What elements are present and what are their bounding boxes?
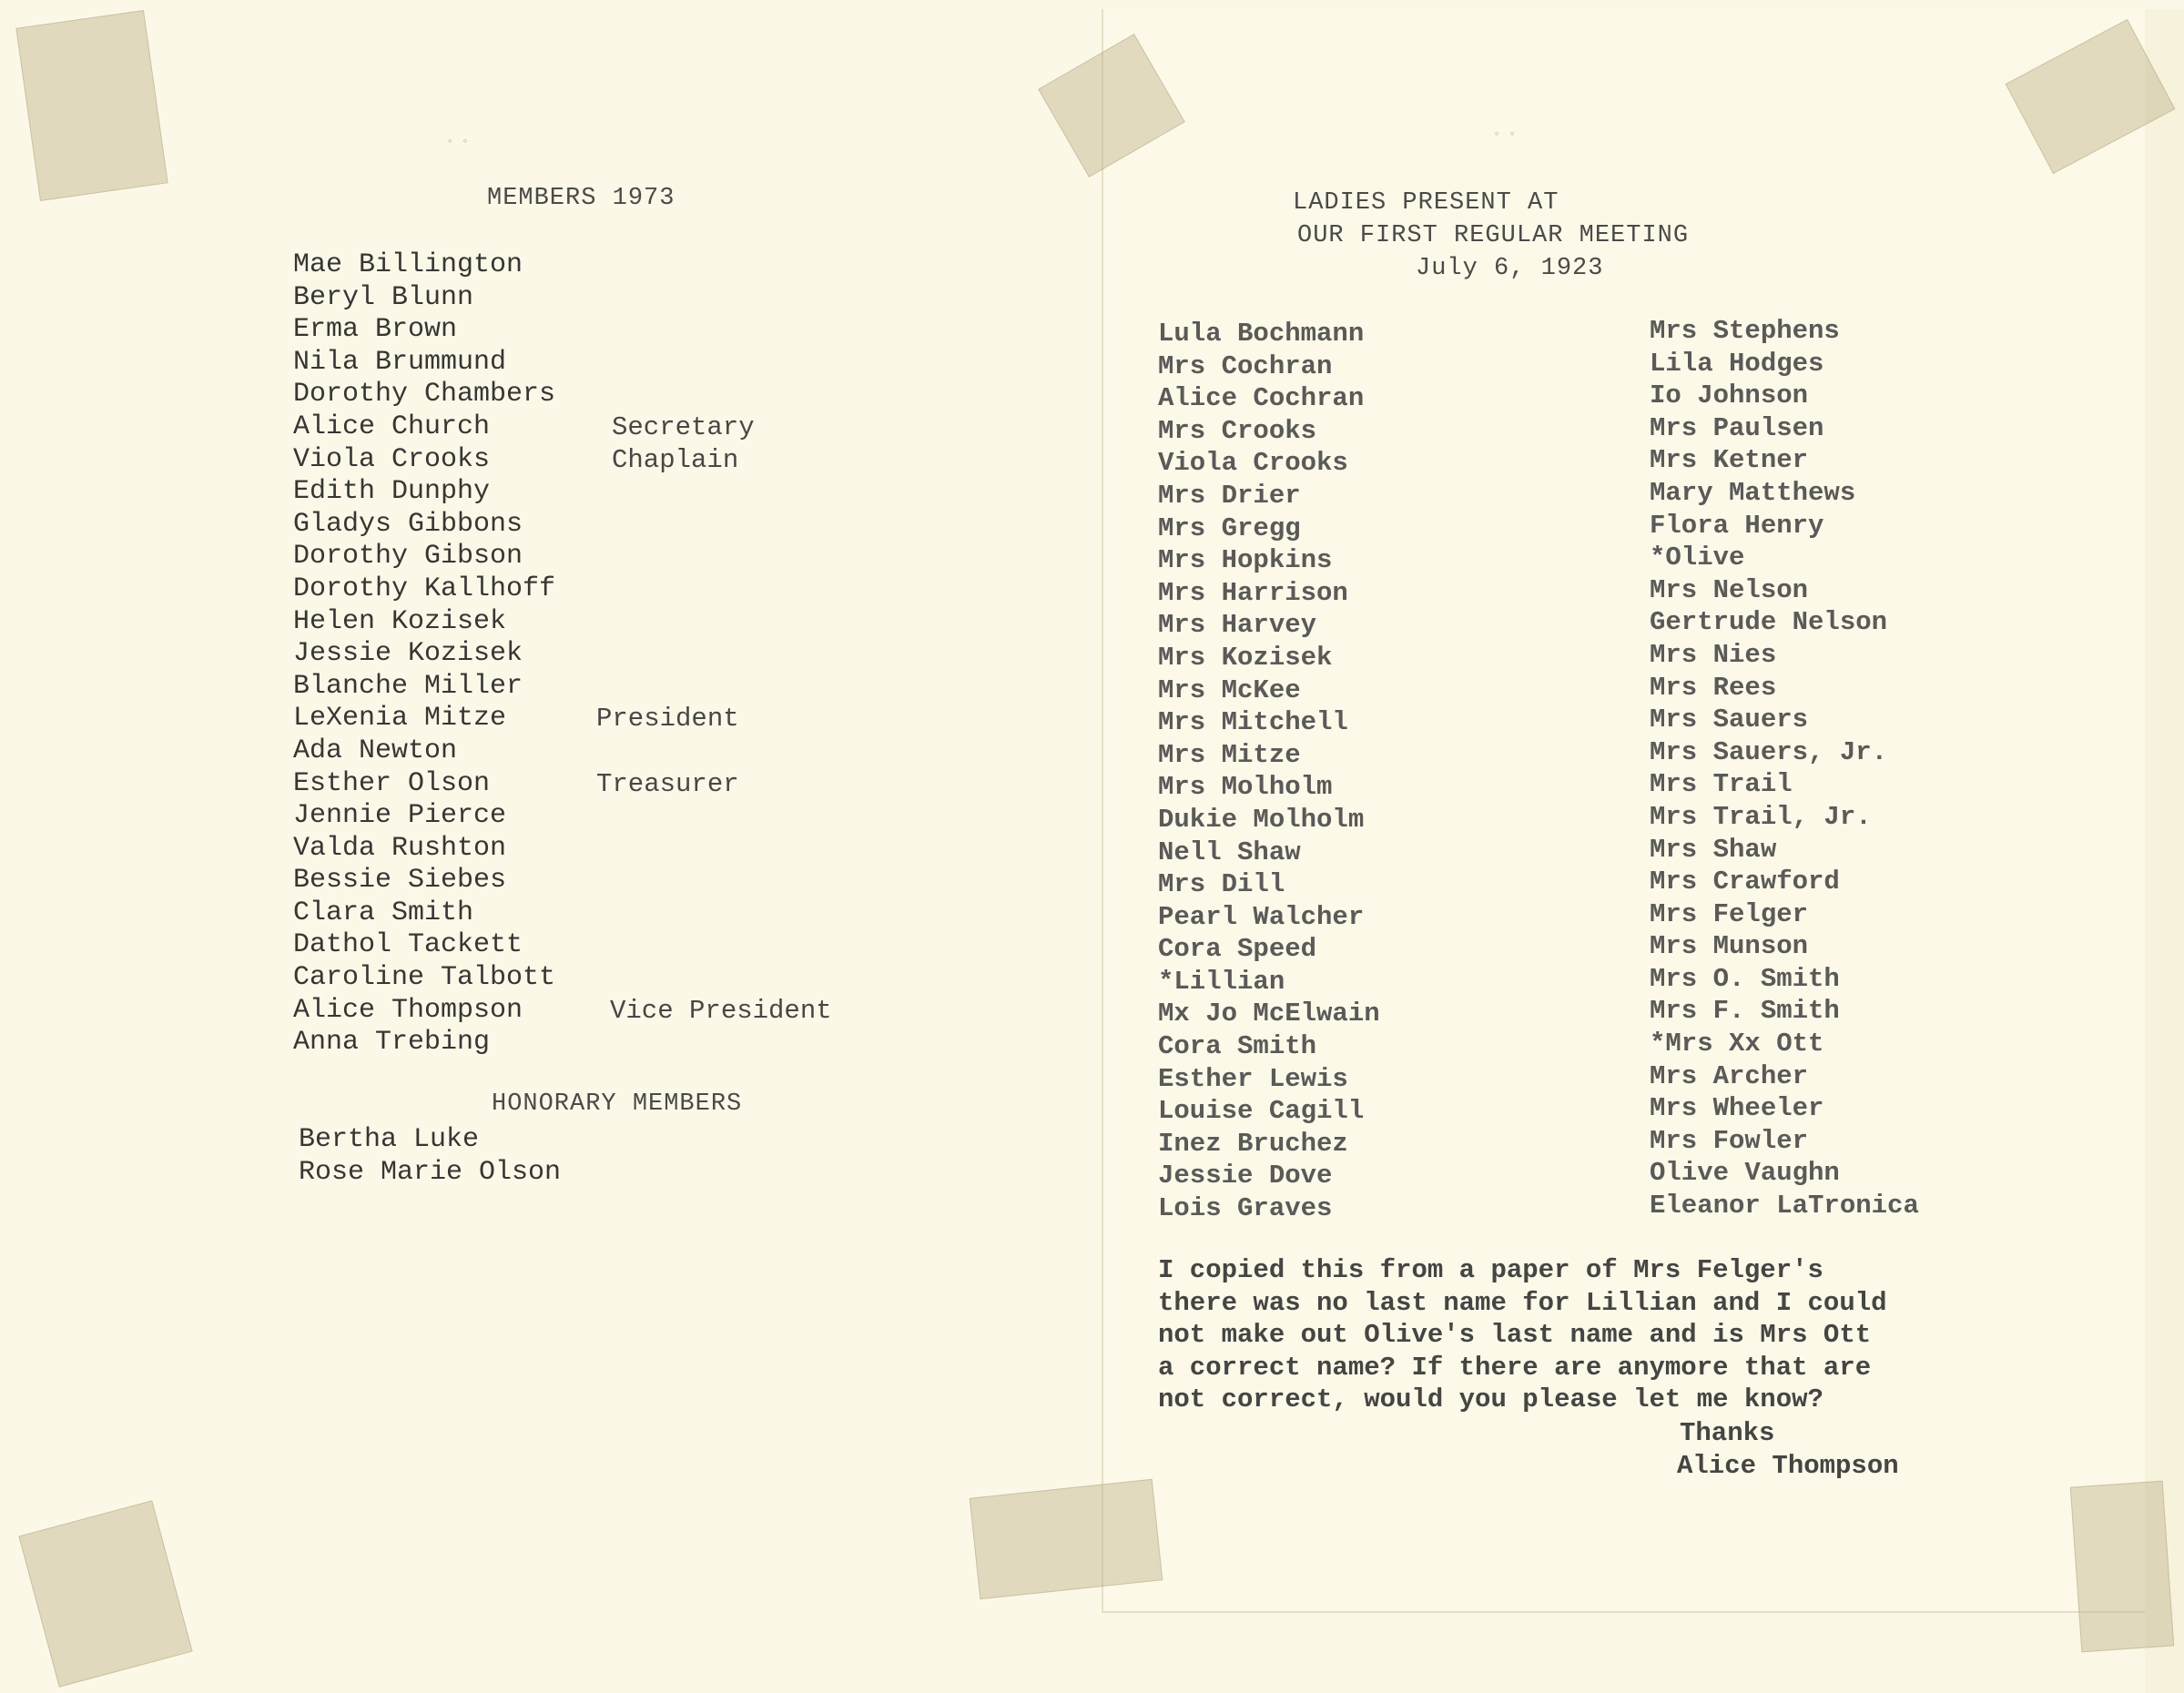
- attendance-column-2: [1650, 315, 1919, 1222]
- member-name: Mae Billington: [293, 249, 523, 280]
- member-role: Chaplain: [612, 444, 739, 475]
- member-name: Dorothy Gibson: [293, 541, 523, 573]
- attendee-item: Mrs Felger: [1650, 898, 1809, 929]
- note-line: a correct name? If there are anymore that are: [1158, 1352, 1872, 1383]
- attendee-item: Mary Matthews: [1650, 477, 1856, 508]
- attendee-item: Gertrude Nelson: [1650, 607, 1888, 638]
- member-name: Erma Brown: [293, 314, 458, 346]
- tape-bottom-right: [2070, 1481, 2174, 1653]
- member-name: Jessie Kozisek: [293, 638, 523, 670]
- member-item: [293, 606, 555, 639]
- attendee-item: Mrs Munson: [1650, 931, 1809, 962]
- member-name: Dorothy Chambers: [293, 379, 556, 411]
- attendee-item: Mrs Rees: [1650, 672, 1777, 703]
- member-item: [293, 671, 555, 704]
- attendee-item: *Olive: [1650, 542, 1745, 573]
- member-item: [293, 897, 555, 930]
- note-line: I copied this from a paper of Mrs Felger's: [1158, 1255, 1823, 1285]
- member-role: President: [596, 704, 739, 735]
- member-item: [293, 962, 555, 995]
- member-name: Viola Crooks: [293, 443, 491, 475]
- member-item: [293, 347, 555, 380]
- member-item: [293, 994, 832, 1028]
- attendee-item: Mrs Gregg: [1158, 512, 1301, 543]
- member-name: Blanche Miller: [293, 670, 523, 702]
- attendee-item: Mrs Molholm: [1158, 772, 1333, 803]
- member-name: Alice Church: [293, 411, 491, 442]
- attendee-item: Alice Cochran: [1158, 383, 1365, 414]
- members-title: MEMBERS 1973: [487, 185, 676, 212]
- attendee-item: Mrs Trail: [1650, 769, 1793, 800]
- attendee-item: Esther Lewis: [1158, 1063, 1348, 1094]
- member-name: Clara Smith: [293, 897, 474, 928]
- attendee-item: Mrs Sauers, Jr.: [1650, 736, 1888, 767]
- meeting-date: July 6, 1923: [1416, 255, 1604, 282]
- attendee-item: Mrs Drier: [1158, 480, 1301, 511]
- attendee-item: Io Johnson: [1650, 380, 1809, 411]
- attendee-item: Mrs Cochran: [1158, 350, 1333, 381]
- note-line: not make out Olive's last name and is Mrs Ott: [1158, 1320, 1872, 1351]
- honorary-member-item: Bertha Luke: [299, 1124, 480, 1155]
- honorary-members-title: HONORARY MEMBERS: [492, 1090, 743, 1118]
- attendee-item: Mrs Hopkins: [1158, 545, 1333, 576]
- attendee-item: Mrs O. Smith: [1650, 963, 1840, 994]
- member-item: [293, 735, 555, 768]
- tape-bottom-center: [970, 1479, 1163, 1600]
- attendee-item: Mrs Fowler: [1650, 1125, 1809, 1156]
- member-role: Secretary: [612, 411, 755, 442]
- member-role: Vice President: [610, 995, 832, 1026]
- attendee-item: Mrs Crawford: [1650, 867, 1840, 897]
- attendee-item: Dukie Molholm: [1158, 804, 1365, 835]
- attendee-item: Nell Shaw: [1158, 836, 1301, 867]
- tape-top-left: [15, 10, 168, 201]
- attendance-column-1: [1158, 318, 1380, 1225]
- member-name: Gladys Gibbons: [293, 508, 523, 540]
- transcription-note: [1158, 1254, 2114, 1416]
- attendee-item: Mrs Archer: [1650, 1060, 1809, 1091]
- member-item: [293, 929, 555, 962]
- attendee-item: Lila Hodges: [1650, 348, 1824, 379]
- attendee-item: Mrs Harvey: [1158, 610, 1317, 641]
- attendee-item: Mrs Sauers: [1650, 705, 1809, 735]
- attendee-item: Lois Graves: [1158, 1193, 1333, 1224]
- member-item: [293, 703, 739, 735]
- member-item: [293, 573, 555, 606]
- attendee-item: Cora Speed: [1158, 934, 1317, 965]
- member-item: [293, 865, 555, 897]
- honorary-members-list: [299, 1124, 561, 1189]
- member-name: Nila Brummund: [293, 346, 507, 378]
- member-item: [293, 509, 555, 542]
- member-name: Anna Trebing: [293, 1027, 491, 1059]
- member-item: [293, 833, 555, 866]
- attendee-item: Louise Cagill: [1158, 1096, 1365, 1127]
- left-sheet: [16, 0, 1102, 1693]
- member-name: Valda Rushton: [293, 832, 507, 864]
- attendee-item: Pearl Walcher: [1158, 901, 1365, 932]
- member-item: [293, 638, 555, 671]
- member-item: [293, 443, 739, 477]
- member-name: Beryl Blunn: [293, 281, 474, 313]
- member-name: Ada Newton: [293, 735, 458, 766]
- attendee-item: Mrs Stephens: [1650, 316, 1840, 346]
- attendee-item: Mrs Wheeler: [1650, 1093, 1824, 1124]
- member-item: [293, 476, 555, 509]
- attendee-item: Cora Smith: [1158, 1031, 1317, 1062]
- attendee-item: Mrs Nies: [1650, 639, 1777, 670]
- attendee-item: Eleanor LaTronica: [1650, 1191, 1919, 1222]
- attendee-item: Mrs Mitze: [1158, 739, 1301, 770]
- note-line: there was no last name for Lillian and I could: [1158, 1287, 1887, 1318]
- attendee-item: Mrs Trail, Jr.: [1650, 801, 1872, 832]
- attendee-item: Jessie Dove: [1158, 1161, 1333, 1191]
- attendee-item: Mrs Nelson: [1650, 574, 1809, 605]
- member-item: [293, 767, 739, 801]
- attendee-item: Mrs Paulsen: [1650, 412, 1824, 443]
- sheet-edge: [2145, 9, 2184, 1693]
- punch-mark-right: ◦ ◦: [1493, 127, 1517, 142]
- member-role: Treasurer: [596, 768, 739, 799]
- member-name: Caroline Talbott: [293, 962, 556, 994]
- attendee-item: *Mrs Xx Ott: [1650, 1029, 1824, 1059]
- member-item: [293, 800, 555, 833]
- member-name: Bessie Siebes: [293, 865, 507, 897]
- thanks-text: Thanks: [1680, 1418, 1775, 1448]
- note-line: not correct, would you please let me know?: [1158, 1384, 1823, 1415]
- attendee-item: Viola Crooks: [1158, 448, 1348, 479]
- attendee-item: Mrs Shaw: [1650, 834, 1777, 865]
- attendee-item: Inez Bruchez: [1158, 1128, 1348, 1159]
- member-item: [293, 249, 555, 282]
- attendance-title-line2: OUR FIRST REGULAR MEETING: [1297, 222, 1690, 249]
- member-item: [293, 541, 555, 573]
- attendee-item: Mrs Crooks: [1158, 415, 1317, 446]
- member-name: Esther Olson: [293, 767, 491, 799]
- attendee-item: Flora Henry: [1650, 510, 1824, 541]
- member-item: [293, 282, 555, 315]
- members-list: [293, 249, 832, 1059]
- attendee-item: Mrs Harrison: [1158, 577, 1348, 608]
- member-name: Alice Thompson: [293, 994, 523, 1026]
- member-name: Edith Dunphy: [293, 476, 491, 508]
- honorary-member-item: Rose Marie Olson: [299, 1156, 562, 1188]
- attendee-item: *Lillian: [1158, 966, 1285, 997]
- attendee-item: Lula Bochmann: [1158, 319, 1365, 349]
- attendee-item: Mrs Mitchell: [1158, 707, 1348, 738]
- punch-mark-left: ◦ ◦: [446, 135, 470, 149]
- member-name: LeXenia Mitze: [293, 703, 507, 735]
- attendance-title-line1: LADIES PRESENT AT: [1293, 189, 1559, 217]
- attendee-item: Mrs F. Smith: [1650, 996, 1840, 1027]
- attendee-item: Olive Vaughn: [1650, 1158, 1840, 1189]
- member-name: Jennie Pierce: [293, 800, 507, 832]
- attendee-item: Mrs Ketner: [1650, 445, 1809, 476]
- member-item: [293, 411, 755, 444]
- attendee-item: Mrs McKee: [1158, 674, 1301, 705]
- signature-name: Alice Thompson: [1677, 1451, 1899, 1481]
- attendee-item: Mx Jo McElwain: [1158, 999, 1380, 1029]
- member-item: [293, 314, 555, 347]
- attendee-item: Mrs Kozisek: [1158, 642, 1333, 673]
- member-item: [293, 1027, 555, 1059]
- member-item: [293, 379, 555, 411]
- attendee-item: Mrs Dill: [1158, 869, 1285, 900]
- member-name: Dathol Tackett: [293, 929, 523, 961]
- member-name: Helen Kozisek: [293, 605, 507, 637]
- member-name: Dorothy Kallhoff: [293, 573, 556, 604]
